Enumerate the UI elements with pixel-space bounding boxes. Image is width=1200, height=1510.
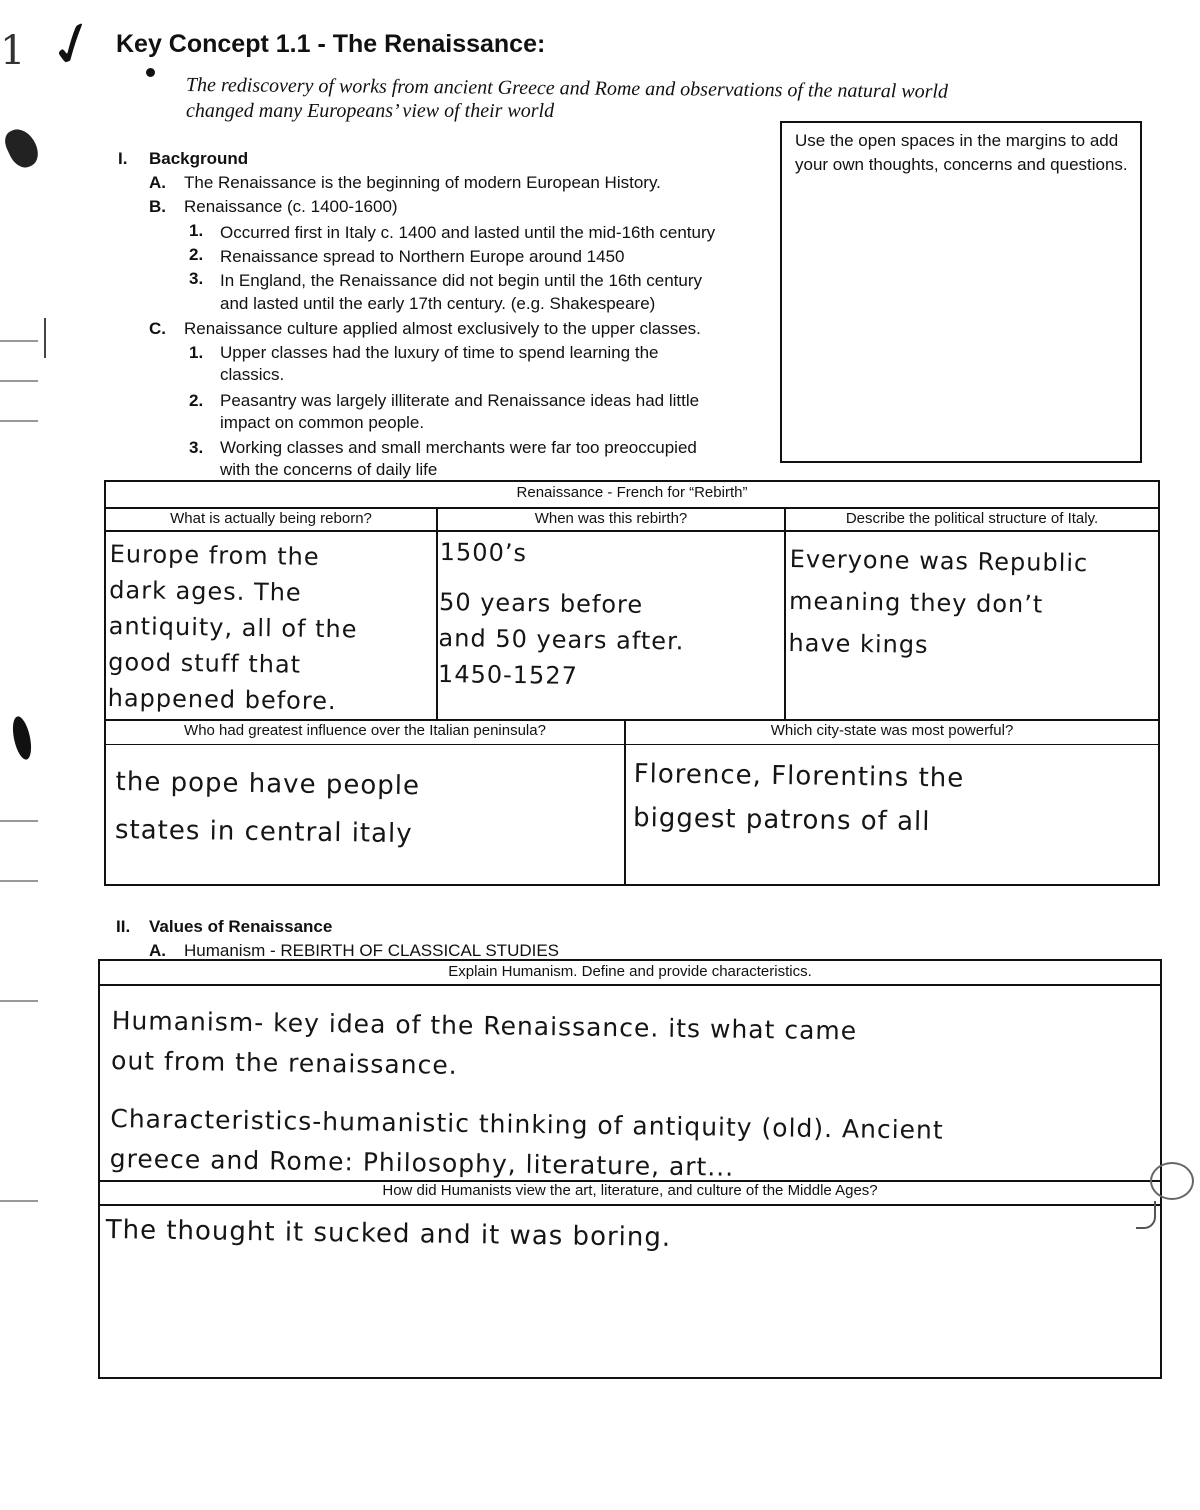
margin-rule xyxy=(0,420,38,422)
margin-rule xyxy=(0,1000,38,1002)
margin-rule xyxy=(0,880,38,882)
answer-line: 50 years before xyxy=(438,587,644,619)
answer-when xyxy=(438,534,780,697)
rebirth-table xyxy=(104,480,1160,886)
col-header-reborn: What is actually being reborn? xyxy=(170,510,372,527)
answer-line: states in central italy xyxy=(114,814,413,850)
check-mark: ✓ xyxy=(38,3,108,87)
answer-line: good stuff that xyxy=(108,647,302,679)
answer-line: biggest patrons of all xyxy=(632,802,931,838)
margin-doodle xyxy=(1136,1201,1156,1229)
answer-line: 1450-1527 xyxy=(437,659,579,690)
item-A-label: A. xyxy=(149,173,166,192)
item-C-text: Renaissance culture applied almost exclusively to the upper classes. xyxy=(184,319,701,338)
item-B3-text-line1: In England, the Renaissance did not begin until the 16th century xyxy=(220,271,703,290)
item-C3-text-line2: with the concerns of daily life xyxy=(220,460,438,479)
answer-influence xyxy=(115,758,616,861)
answer-line: have kings xyxy=(788,628,929,659)
item-C3-text-line1: Working classes and small merchants were far too preoccupied xyxy=(220,438,697,457)
margin-notes-box xyxy=(780,121,1142,463)
humanism-table xyxy=(98,959,1162,1379)
margin-rule xyxy=(0,820,38,822)
col-header-city-state: Which city-state was most powerful? xyxy=(770,722,1014,739)
margin-rule xyxy=(0,380,38,382)
answer-middle-ages: The thought it sucked and it was boring. xyxy=(105,1214,672,1253)
item-C3-number: 3. xyxy=(189,438,204,457)
table-divider xyxy=(100,984,1160,986)
margin-rule xyxy=(0,1200,38,1202)
answer-line: Humanism- key idea of the Renaissance. its what came xyxy=(111,1005,858,1046)
answer-political xyxy=(788,538,1156,669)
bullet-dot xyxy=(146,68,155,77)
item-C2-text-line2: impact on common people. xyxy=(220,413,425,432)
answer-line: out from the renaissance. xyxy=(110,1045,458,1080)
item-B-text: Renaissance (c. 1400-1600) xyxy=(184,197,398,216)
item-B-label: B. xyxy=(149,197,166,216)
answer-city-state xyxy=(633,752,1154,847)
table-divider xyxy=(106,530,1158,532)
item-B2-text: Renaissance spread to Northern Europe around 1450 xyxy=(220,247,625,266)
margin-doodle xyxy=(1150,1162,1194,1200)
margin-notes-text: Use the open spaces in the margins to add your own thoughts, concerns and questions. xyxy=(795,131,1128,174)
item-B1-text: Occurred first in Italy c. 1400 and lasted until the mid-16th century xyxy=(220,223,716,242)
item-C2-number: 2. xyxy=(189,391,204,410)
table-divider xyxy=(100,1204,1160,1206)
item-IIA-text: Humanism - REBIRTH OF CLASSICAL STUDIES xyxy=(184,941,560,960)
table-divider xyxy=(106,507,1158,509)
header-middle-ages-view: How did Humanists view the art, literature, and culture of the Middle Ages? xyxy=(382,1182,878,1199)
answer-line: and 50 years after. xyxy=(438,623,685,656)
margin-scribble xyxy=(1,124,43,172)
item-B3-number: 3. xyxy=(189,269,204,288)
answer-line: antiquity, all of the xyxy=(108,611,358,644)
answer-line: the pope have people xyxy=(115,766,421,802)
item-C1-text-line1: Upper classes had the luxury of time to spend learning the xyxy=(220,343,659,362)
answer-line: happened before. xyxy=(107,683,337,716)
margin-mark-number: 1 xyxy=(0,28,26,74)
answer-line: 1500’s xyxy=(439,537,528,568)
margin-scribble xyxy=(10,715,35,761)
intro-line-2: changed many Europeans’ view of their world xyxy=(186,100,555,122)
answer-line: Florence, Florentins the xyxy=(633,758,965,794)
section1-number: I. xyxy=(118,149,128,168)
table-title: Renaissance - French for “Rebirth” xyxy=(516,484,748,501)
margin-line xyxy=(44,318,46,358)
section1-heading: Background xyxy=(149,149,249,168)
answer-line: meaning they don’t xyxy=(788,586,1044,619)
col-header-influence: Who had greatest influence over the Italian peninsula? xyxy=(184,722,546,739)
section2-number: II. xyxy=(116,917,131,936)
item-B1-number: 1. xyxy=(189,221,204,240)
answer-line: greece and Rome: Philosophy, literature, art... xyxy=(109,1143,735,1182)
table-divider xyxy=(106,744,1158,745)
item-B3-text-line2: and lasted until the early 17th century. (e.g. Shakespeare) xyxy=(220,294,656,313)
header-explain-humanism: Explain Humanism. Define and provide characteristics. xyxy=(448,963,812,980)
answer-humanism xyxy=(110,1001,1152,1194)
answer-line: Characteristics-humanistic thinking of antiquity (old). Ancient xyxy=(110,1103,944,1145)
item-IIA-label: A. xyxy=(149,941,166,960)
item-C-label: C. xyxy=(149,319,166,338)
item-C1-number: 1. xyxy=(189,343,204,362)
page-title: Key Concept 1.1 - The Renaissance: xyxy=(116,30,546,58)
col-header-when: When was this rebirth? xyxy=(534,510,688,527)
answer-line: Everyone was Republic xyxy=(789,544,1089,578)
section2-heading: Values of Renaissance xyxy=(149,917,333,936)
table-divider xyxy=(106,719,1158,721)
item-A-text: The Renaissance is the beginning of modern European History. xyxy=(184,173,661,192)
col-header-political: Describe the political structure of Italy. xyxy=(845,510,1099,527)
answer-reborn xyxy=(107,536,429,720)
intro-line-1: The rediscovery of works from ancient Greece and Rome and observations of the natural world xyxy=(185,74,949,103)
table-divider xyxy=(784,507,786,719)
answer-line: Europe from the xyxy=(109,539,320,571)
item-C1-text-line2: classics. xyxy=(220,365,285,384)
margin-rule xyxy=(0,340,38,342)
item-C2-text-line1: Peasantry was largely illiterate and Renaissance ideas had little xyxy=(220,391,700,410)
answer-line: dark ages. The xyxy=(109,575,302,607)
item-B2-number: 2. xyxy=(189,245,204,264)
